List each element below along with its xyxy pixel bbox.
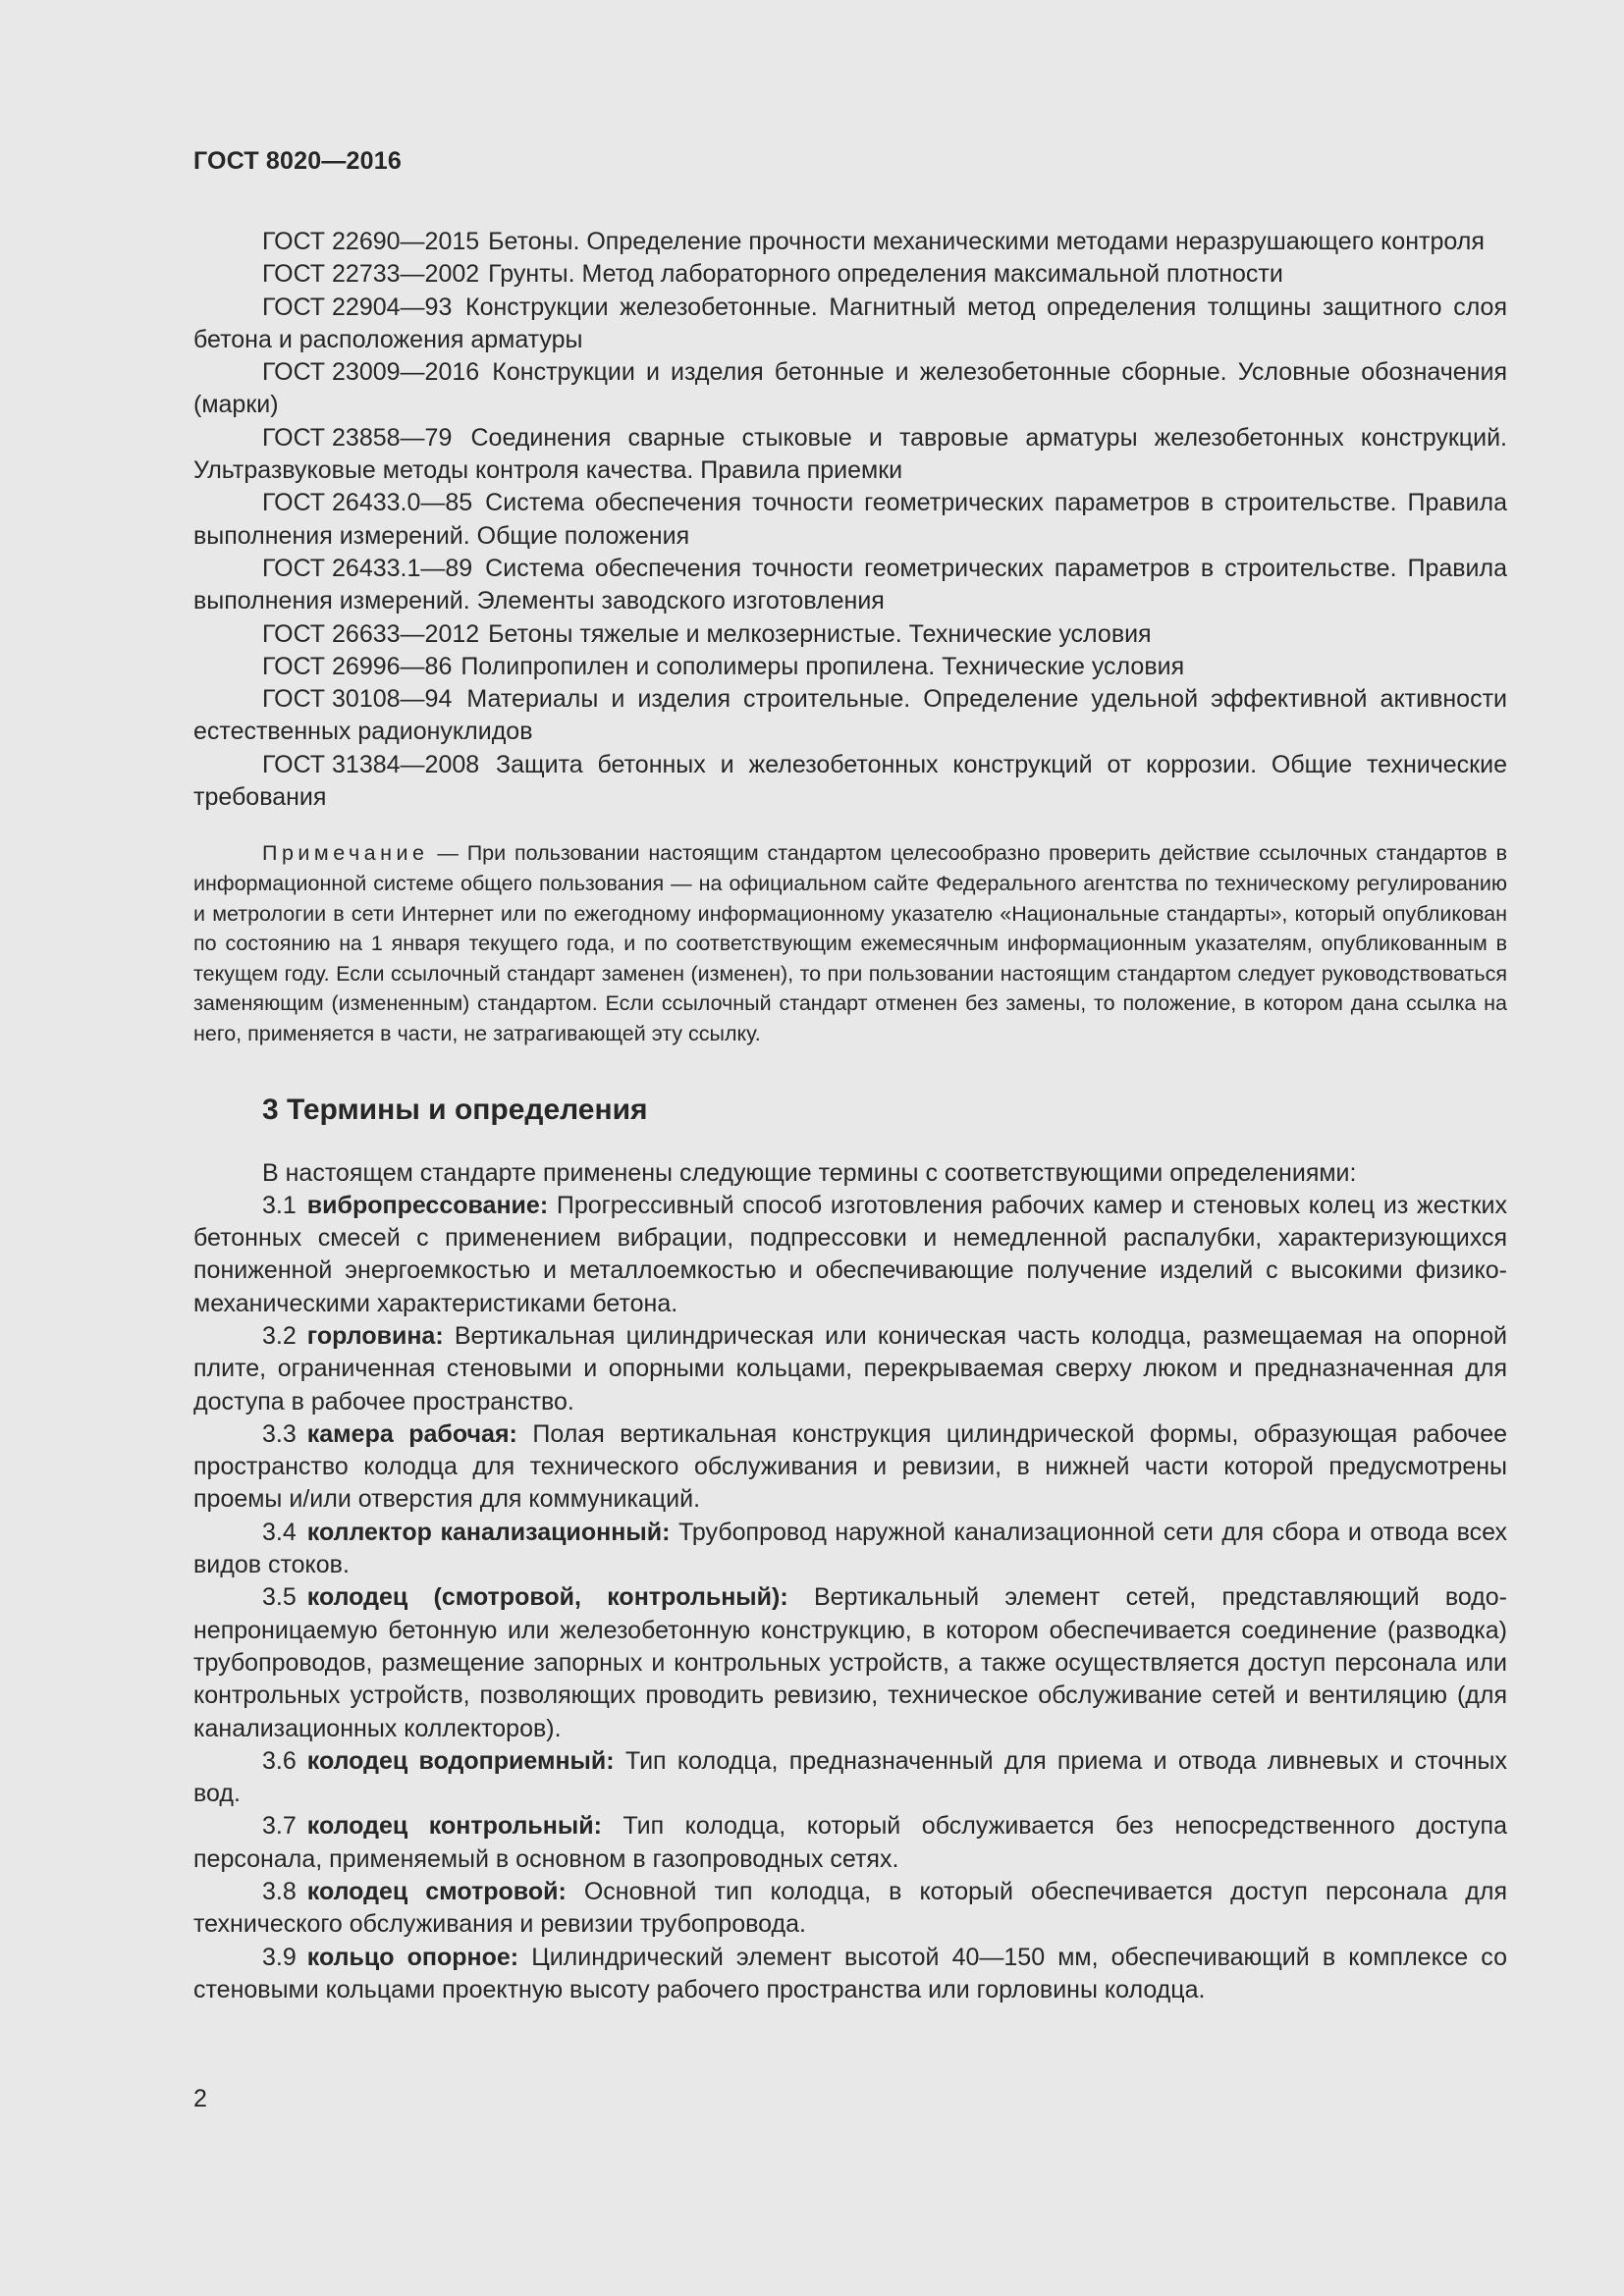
- reference-item: [193, 356, 1507, 422]
- reference-item: [193, 487, 1507, 553]
- term-number: 3.6: [262, 1746, 297, 1775]
- term-name: колодец (смотровой, контрольный):: [306, 1583, 788, 1612]
- reference-code: ГОСТ 26433.1—89: [262, 554, 473, 582]
- term-definition: Цилиндрический элемент высотой 40—150 мм, обеспечивающий в комплексе со стеновыми кольцами проектную высоту рабочего пространства или горловины колодца.: [193, 1943, 1507, 2003]
- term-name: коллектор канализационный:: [306, 1518, 671, 1546]
- reference-code: ГОСТ 22690—2015: [262, 228, 480, 255]
- section-intro: В настоящем стандарте применены следующие термины с соответствующими определениями:: [262, 1158, 1357, 1187]
- note-text: — При пользовании настоящим стандартом целесообразно проверить действие ссылочных стандартов в информационной системе общего пользования — на официальном сайте Федерального агентства по техническому регулированию и метрологии в сети Интернет или по ежегодному информационному указателю «Национальные стандарты», который опубликован по состоянию на 1 января текущего года, и по соответствующим ежемесячным информационным указателям, опубликованным в текущем году. Если ссылочный стандарт заменен (изменен), то при пользовании настоящим стандартом следует руководствоваться заменяющим (измененным) стандартом. Если ссылочный стандарт отменен без замены, то положение, в котором дана ссылка на него, применяется в части, не затрагивающей эту ссылку.: [193, 841, 1507, 1045]
- term-name: кольцо опорное:: [306, 1943, 519, 1971]
- reference-item: [193, 258, 1507, 291]
- reference-item: [193, 683, 1507, 749]
- reference-title: Конструкции и изделия бетонные и железобетонные сборные. Условные обозначения (марки): [193, 358, 1507, 419]
- term-definition: Тип колодца, предназначенный для приема и отвода ливневых и сточных вод.: [193, 1746, 1507, 1808]
- page-number: 2: [193, 2085, 207, 2112]
- reference-item: [193, 749, 1507, 815]
- term-definition: Вертикальный элемент сетей, представляющий водонепроницаемую бетонную или железобетонную конструкцию, в котором обеспечивается соединение (разводка) трубопроводов, размещение запорных и контрольных устройств, а также осуществляется доступ персонала или контрольных устройств, позволяющих проводить ревизию, техническое обслуживание сетей и вентиляцию (для канализационных коллекторов).: [193, 1583, 1507, 1742]
- term-number: 3.2: [262, 1321, 297, 1350]
- term-name: вибропрессование:: [306, 1191, 549, 1219]
- term-item: [193, 1190, 1507, 1320]
- term-item: [193, 1581, 1507, 1744]
- term-name: колодец смотровой:: [306, 1878, 567, 1906]
- term-number: 3.3: [262, 1419, 297, 1448]
- term-item: [193, 1320, 1507, 1418]
- page-content: [193, 226, 1507, 2006]
- term-item: [193, 1942, 1507, 2007]
- term-definition: Вертикальная цилиндрическая или коническая часть колодца, размещаемая на опорной плите, ограниченная стеновыми и опорными кольцами, перекрываемая сверху люком и предназначенная для доступа в рабочее пространство.: [193, 1321, 1508, 1415]
- reference-item: [193, 618, 1507, 651]
- reference-title: Бетоны. Определение прочности механическими методами неразрушающего контроля: [488, 228, 1485, 255]
- term-number: 3.8: [262, 1878, 297, 1906]
- section-heading: 3 Термины и определения: [262, 1093, 648, 1126]
- reference-title: Бетоны тяжелые и мелкозернистые. Технические условия: [488, 619, 1152, 648]
- term-number: 3.1: [262, 1191, 297, 1219]
- terms-list: [193, 1157, 1507, 2007]
- term-item: [193, 1418, 1507, 1517]
- note-label: Примечание: [262, 841, 429, 866]
- term-definition: Основной тип колодца, в который обеспечивается доступ персонала для технического обслуживания и ревизии трубопровода.: [193, 1878, 1507, 1939]
- term-definition: Полая вертикальная конструкция цилиндрической формы, образующая рабочее пространство колодца для технического обслуживания и ревизии, в нижней части которой предусмотрены проемы и/или отверстия для коммуникаций.: [193, 1419, 1508, 1514]
- term-item: [193, 1876, 1507, 1942]
- reference-code: ГОСТ 26996—86: [262, 652, 453, 680]
- reference-title: Полипропилен и сополимеры пропилена. Технические условия: [460, 652, 1185, 680]
- term-definition: Трубопровод наружной канализационной сети для сбора и отвода всех видов стоков.: [193, 1518, 1508, 1579]
- reference-code: ГОСТ 26633—2012: [262, 619, 480, 648]
- term-definition: Прогрессивный способ изготовления рабочих камер и стеновых колец из жестких бетонных смесей с применением вибрации, подпрессовки и немедленной распалубки, характеризующихся пониженной энергоемкостью и металлоемкостью и обеспечивающие получение изделий с высокими физико-механическими характеристиками бетона.: [193, 1191, 1507, 1317]
- term-number: 3.4: [262, 1518, 297, 1546]
- reference-item: [193, 292, 1507, 357]
- reference-code: ГОСТ 22733—2002: [262, 260, 480, 289]
- reference-item: [193, 422, 1507, 488]
- reference-title: Система обеспечения точности геометрических параметров в строительстве. Правила выполнения измерений. Элементы заводского изготовления: [193, 554, 1507, 615]
- reference-code: ГОСТ 23009—2016: [262, 358, 480, 387]
- reference-title: Конструкции железобетонные. Магнитный метод определения толщины защитного слоя бетона и расположения арматуры: [193, 293, 1507, 353]
- reference-item: [193, 553, 1507, 618]
- normative-references-list: [193, 226, 1507, 814]
- term-number: 3.7: [262, 1812, 297, 1841]
- term-number: 3.5: [262, 1583, 297, 1612]
- reference-code: ГОСТ 26433.0—85: [262, 489, 473, 517]
- reference-code: ГОСТ 23858—79: [262, 423, 453, 452]
- page-header: ГОСТ 8020—2016: [193, 147, 402, 175]
- term-name: колодец водоприемный:: [306, 1746, 615, 1775]
- reference-title: Материалы и изделия строительные. Определение удельной эффективной активности естественных радионуклидов: [193, 685, 1507, 746]
- reference-code: ГОСТ 31384—2008: [262, 750, 480, 778]
- term-name: колодец контрольный:: [306, 1812, 602, 1841]
- reference-title: Соединения сварные стыковые и тавровые арматуры железобетонных конструкций. Ультразвуковые методы контроля качества. Правила приемки: [193, 423, 1507, 485]
- reference-title: Защита бетонных и железобетонных конструкций от коррозии. Общие технические требования: [193, 750, 1507, 812]
- reference-item: [193, 651, 1507, 683]
- reference-item: [193, 226, 1507, 258]
- term-definition: Тип колодца, который обслуживается без непосредственного доступа персонала, применяемый в основном в газопроводных сетях.: [193, 1812, 1507, 1873]
- term-name: горловина:: [306, 1321, 444, 1350]
- reference-code: ГОСТ 30108—94: [262, 685, 453, 714]
- reference-title: Система обеспечения точности геометрических параметров в строительстве. Правила выполнения измерений. Общие положения: [193, 489, 1507, 550]
- reference-title: Грунты. Метод лабораторного определения максимальной плотности: [488, 260, 1283, 289]
- term-item: [193, 1810, 1507, 1876]
- term-item: [193, 1517, 1507, 1582]
- term-number: 3.9: [262, 1943, 297, 1971]
- term-item: [193, 1745, 1507, 1811]
- reference-code: ГОСТ 22904—93: [262, 293, 453, 321]
- note-paragraph: [193, 838, 1507, 1048]
- term-name: камера рабочая:: [306, 1419, 517, 1448]
